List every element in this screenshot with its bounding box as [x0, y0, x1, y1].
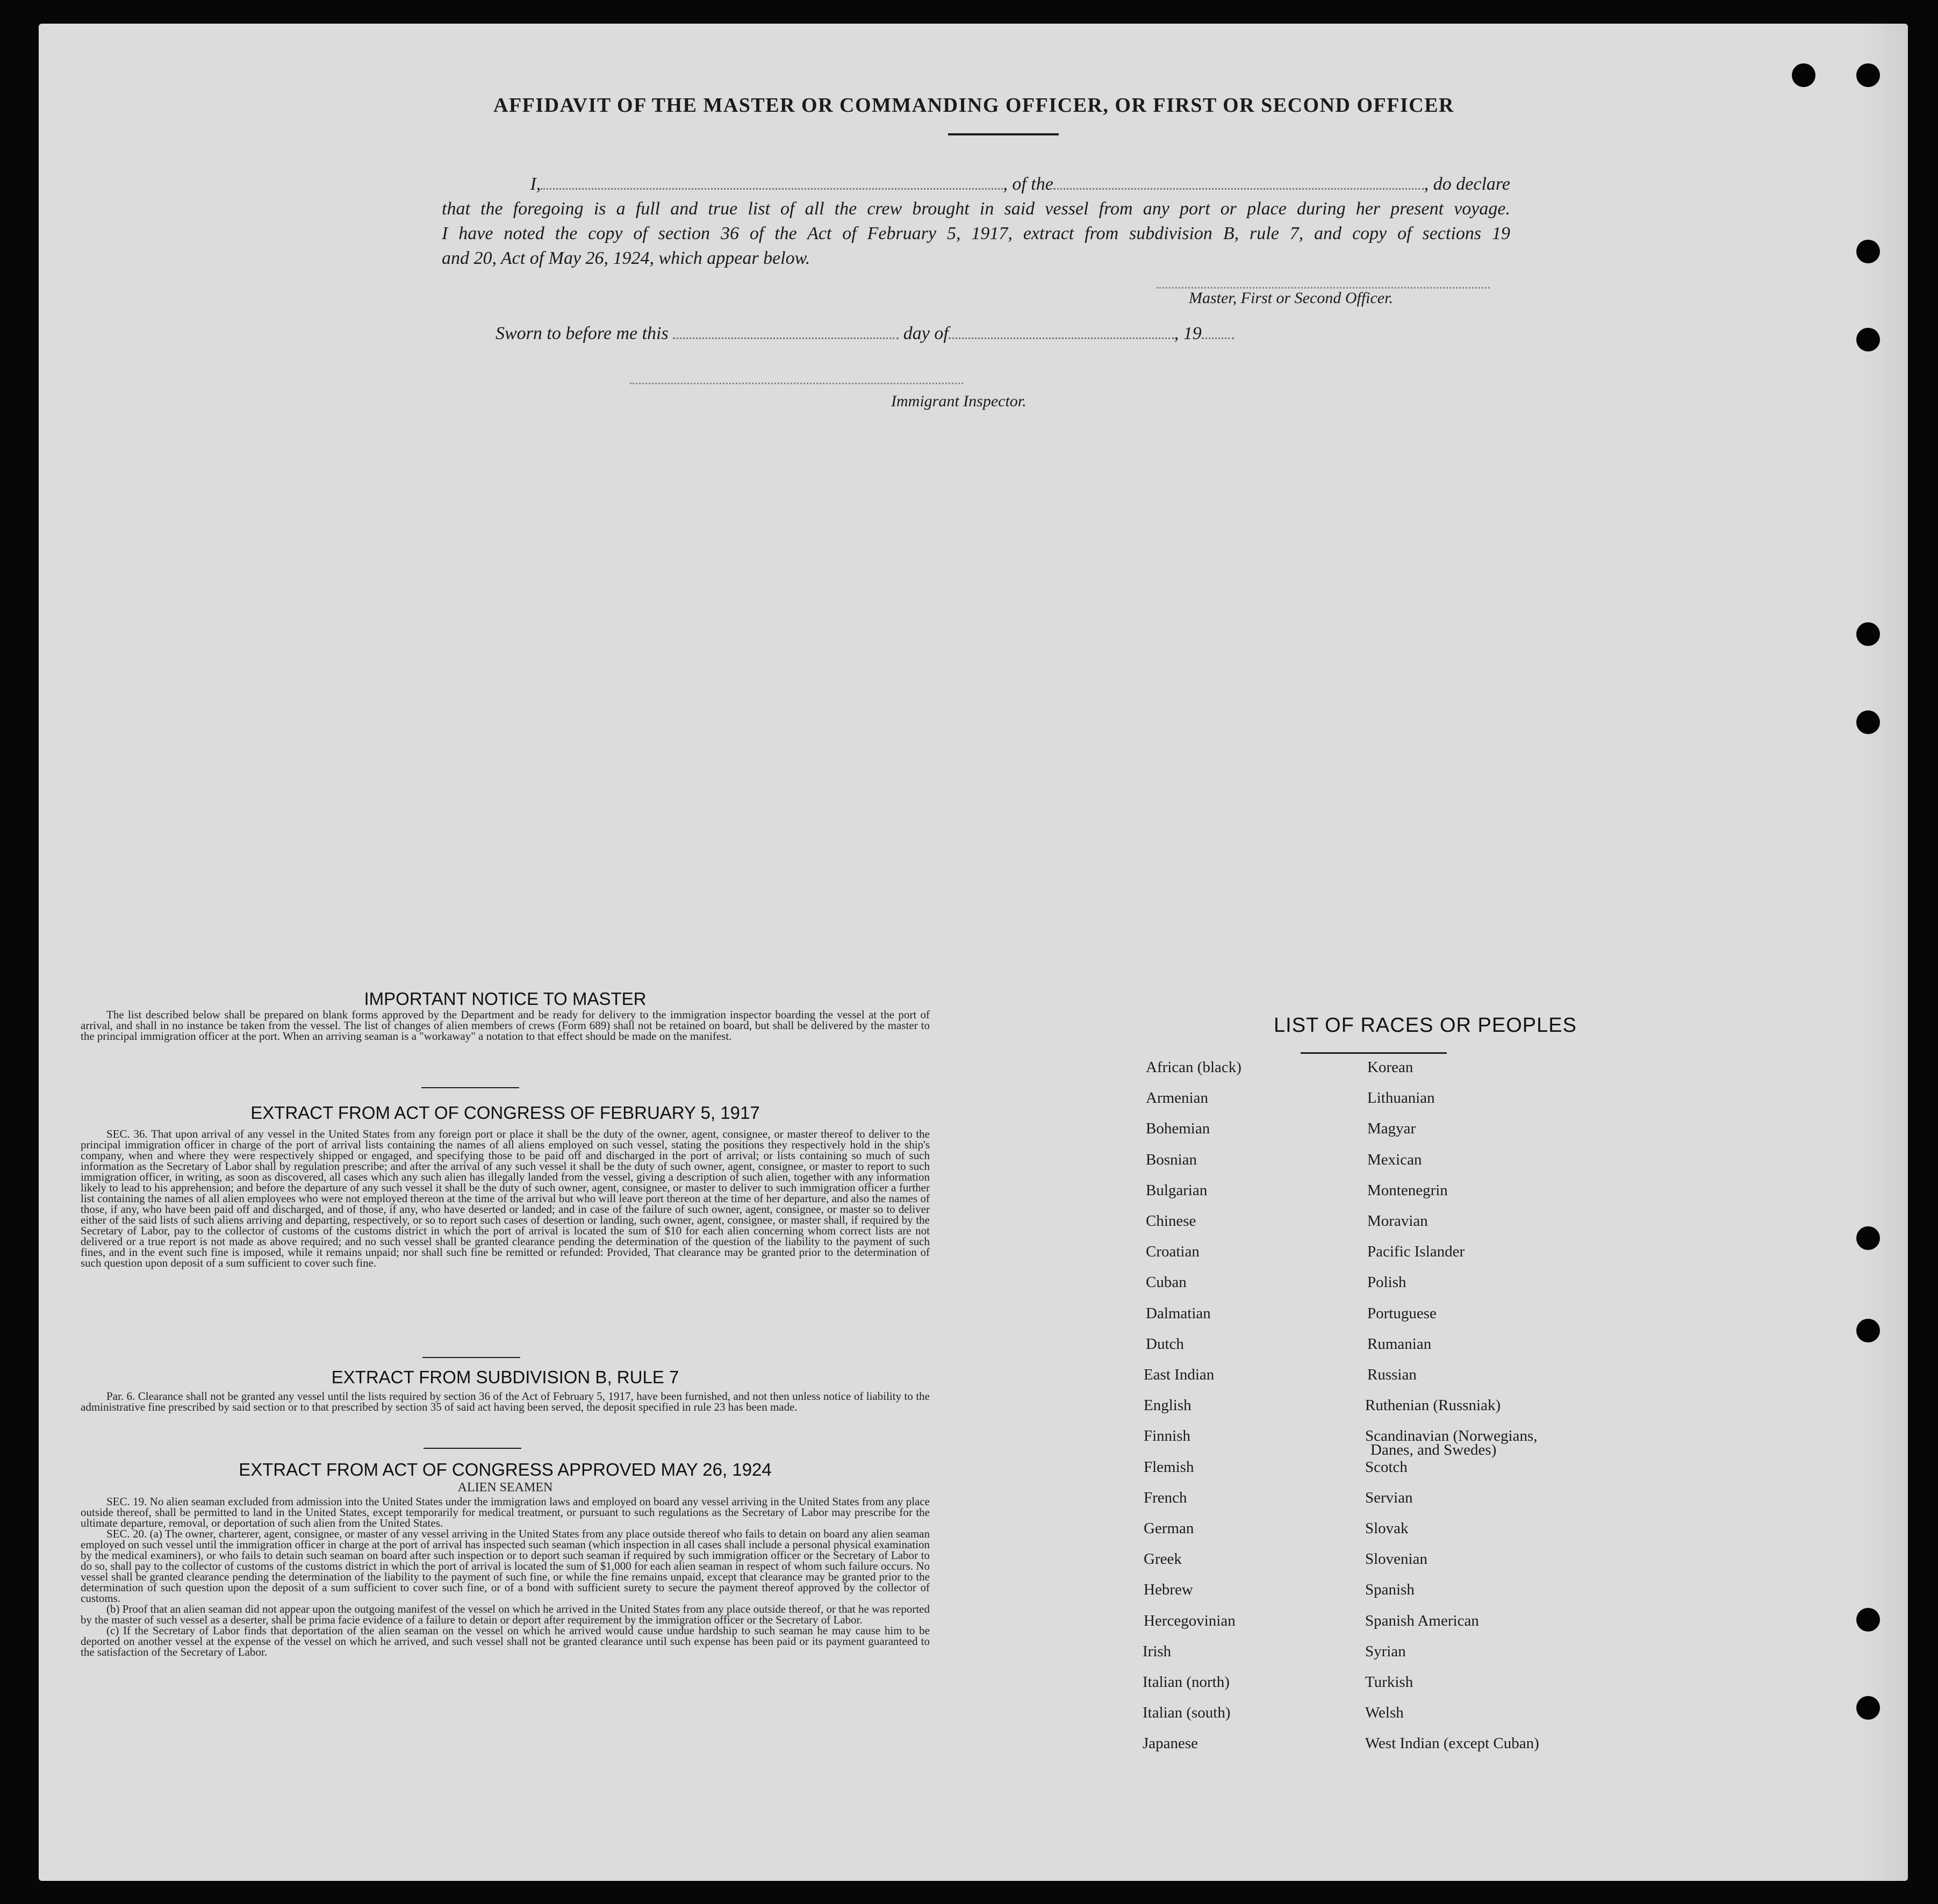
race-item: Greek — [1144, 1550, 1182, 1568]
race-item: Bosnian — [1146, 1151, 1197, 1168]
race-item: Servian — [1365, 1489, 1413, 1506]
race-item: Finnish — [1144, 1427, 1191, 1445]
extract-rule7 — [81, 1367, 930, 1412]
race-item: Pacific Islander — [1367, 1243, 1465, 1261]
extract-1924-title: EXTRACT FROM ACT OF CONGRESS APPROVED MAY 26, 1924 — [239, 1460, 772, 1479]
race-item: Scotch — [1365, 1458, 1408, 1476]
inspector-signature-line[interactable] — [630, 383, 963, 384]
race-item: East Indian — [1144, 1366, 1215, 1383]
master-signature-line[interactable] — [1157, 287, 1490, 289]
race-item: Polish — [1367, 1274, 1406, 1291]
sworn-day-field[interactable] — [673, 322, 899, 339]
race-item: Chinese — [1146, 1212, 1196, 1230]
sworn-row — [496, 322, 1234, 344]
races-rule — [1301, 1052, 1447, 1054]
punch-hole — [1856, 1319, 1880, 1342]
race-item: Hebrew — [1144, 1581, 1193, 1599]
race-item: Hercegovinian — [1144, 1612, 1236, 1629]
inspector-caption: Immigrant Inspector. — [891, 392, 1027, 410]
race-item: Croatian — [1146, 1243, 1200, 1261]
race-item: West Indian (except Cuban) — [1365, 1735, 1539, 1752]
race-item: Cuban — [1146, 1274, 1187, 1291]
year-label: , 19 — [1174, 324, 1202, 343]
race-item: Slovenian — [1365, 1550, 1427, 1568]
sworn-year-field[interactable] — [1202, 322, 1234, 339]
affidavit-line-1: that the foregoing is a full and true list of all the crew brought in said vessel from any port or place during her present voyage. — [442, 199, 1510, 219]
race-item: African (black) — [1146, 1059, 1241, 1076]
form-page — [39, 24, 1908, 1881]
punch-hole — [1856, 63, 1880, 87]
race-item: Syrian — [1365, 1642, 1406, 1660]
important-notice — [81, 989, 930, 1041]
i-label: I, — [530, 174, 541, 194]
punch-hole — [1856, 622, 1880, 646]
of-the-label: , of the — [1003, 174, 1053, 194]
sworn-label: Sworn to before me this — [496, 324, 669, 343]
race-item: Italian (north) — [1143, 1673, 1230, 1691]
extract-1917-title: EXTRACT FROM ACT OF CONGRESS OF FEBRUARY 5, 1917 — [250, 1103, 760, 1123]
extract-rule7-title: EXTRACT FROM SUBDIVISION B, RULE 7 — [331, 1367, 679, 1387]
race-item: Bulgarian — [1146, 1181, 1208, 1199]
divider — [421, 1087, 519, 1088]
race-item: Irish — [1143, 1642, 1172, 1660]
race-item: Moravian — [1367, 1212, 1428, 1230]
notice-text: The list described below shall be prepared on blank forms approved by the Department and be ready for delivery to the immigration inspector boarding the vessel at the port of arrival, and shall in no instance be taken from the vessel. The list of changes of alien members of crews (Form 689) shall not be retained on board, but shall be delivered by the master to the principal immigration officer at the port. When an arriving seaman is a "workaway" a notation to that effect should be made on the manifest. — [81, 1008, 930, 1043]
race-item: Armenian — [1146, 1089, 1208, 1107]
sec20c-text: (c) If the Secretary of Labor finds that deportation of the alien seaman on the vessel on which he arrived would cause undue hardship to such seaman he may cause him to be deported on another vessel at the expense of the vessel on which he arrived, and such vessel shall not be granted clearance until such expense has been paid or its payment guaranteed to the satisfaction of the Secretary of Labor. — [81, 1624, 930, 1658]
punch-hole — [1856, 240, 1880, 263]
sec20a-text: SEC. 20. (a) The owner, charterer, agent, consignee, or master of any vessel arriving in the United States from any place outside thereof who fails to detain on board any alien seaman employed on such vessel until the immigration officer in charge at the port of arrival has inspected such seaman (which inspection in all cases shall include a personal physical examination by the medical examiners), or who fails to detain such seaman on board after such inspection or to deport such seaman if required by such immigration officer or the Secretary of Labor to do so, shall pay to the collector of customs of the customs district in which the port of arrival is located the sum of $1,000 for each alien seaman in respect of whom such failure occurs. No vessel shall be granted clearance pending the determination of the liability to the payment of such fine, or while the fine remains unpaid, except that clearance may be granted prior to the determination of such question upon the deposit of a sum sufficient to cover such fine, or of a bond with sufficient surety to secure the payment thereof approved by the collector of customs. — [81, 1527, 930, 1605]
race-item: Scandinavian (Norwegians, — [1365, 1427, 1538, 1445]
divider — [422, 1357, 520, 1358]
race-item: Spanish American — [1365, 1612, 1479, 1629]
race-item: Japanese — [1143, 1735, 1198, 1752]
race-item: Bohemian — [1146, 1120, 1210, 1138]
race-item: Spanish — [1365, 1581, 1415, 1599]
race-item: Ruthenian (Russniak) — [1365, 1397, 1501, 1414]
race-item: Korean — [1367, 1059, 1413, 1076]
race-item: Montenegrin — [1367, 1181, 1448, 1199]
affidavit-title: AFFIDAVIT OF THE MASTER OR COMMANDING OFFICER, OR FIRST OR SECOND OFFICER — [493, 94, 1454, 117]
race-item: Dutch — [1146, 1335, 1184, 1353]
extract-1924 — [81, 1460, 930, 1657]
declare-label: , do declare — [1424, 174, 1510, 194]
day-of-label: day of — [903, 324, 949, 343]
race-item: Magyar — [1367, 1120, 1416, 1138]
race-item: Turkish — [1365, 1673, 1413, 1691]
race-item: Mexican — [1367, 1151, 1422, 1168]
race-item: Lithuanian — [1367, 1089, 1435, 1107]
race-item: Slovak — [1365, 1520, 1409, 1537]
extract-rule7-text: Par. 6. Clearance shall not be granted any vessel until the lists required by section 36 of the Act of February 5, 1917, have been furnished, and not then unless notice of liability to the administrative fine prescribed by said section or to that prescribed by section 35 of said act having been served, the deposit specified in rule 23 has been made. — [81, 1390, 930, 1413]
sec19-text: SEC. 19. No alien seaman excluded from admission into the United States under the immigration laws and employed on board any vessel arriving in the United States from any place outside thereof, shall be permitted to land in the United States, except temporarily for medical treatment, or pursuant to such regulations as the Secretary of Labor may prescribe for the ultimate departure, removal, or deportation of such alien from the United States. — [81, 1495, 930, 1529]
races-title: LIST OF RACES OR PEOPLES — [1274, 1014, 1577, 1037]
notice-title: IMPORTANT NOTICE TO MASTER — [364, 989, 647, 1009]
race-item: Russian — [1367, 1366, 1417, 1383]
race-item: Welsh — [1365, 1704, 1404, 1722]
race-item: Dalmatian — [1146, 1304, 1211, 1322]
affidavit-line-2: I have noted the copy of section 36 of the Act of February 5, 1917, extract from subdivision B, rule 7, and copy of sections 19 — [442, 224, 1510, 243]
race-item: English — [1144, 1397, 1191, 1414]
sworn-month-field[interactable] — [949, 322, 1174, 339]
name-field[interactable] — [541, 173, 1003, 190]
punch-hole — [1792, 63, 1815, 87]
race-item: French — [1144, 1489, 1187, 1506]
race-item: Rumanian — [1367, 1335, 1432, 1353]
title-rule — [948, 133, 1059, 135]
divider — [424, 1448, 521, 1449]
punch-hole — [1856, 1608, 1880, 1632]
extract-1917-text: SEC. 36. That upon arrival of any vessel in the United States from any foreign port or place it shall be the duty of the owner, agent, consignee, or master thereof to deliver to the principal immigration officer in charge of the port of arrival lists containing the names of all aliens employed on such vessel, stating the positions they respectively hold in the ship's company, when and where they were respectively shipped or engaged, and specifying those to be paid off and discharged in the port of arrival; or lists containing so much of such information as the Secretary of Labor shall by regulation prescribe; and after the arrival of any such vessel it shall be the duty of such owner, agent, consignee, or master to report to such immigration officer, in writing, as soon as discovered, all cases which any such alien has illegally landed from the vessel, giving a description of such alien, together with any information likely to lead to his apprehension; and before the departure of any such vessel it shall be the duty of such owner, agent, consignee, or master to deliver to such immigration officer a further list containing the names of all alien employees who were not employed thereon at the time of the arrival but who will leave port thereon at the time of her departure, and also the names of those, if any, who have been paid off and discharged, and of those, if any, who have deserted or landed; and in case of the failure of such owner, agent, consignee, or master so to deliver either of the said lists of such aliens arriving and departing, respectively, or so to report such cases of desertion or landing, such owner, agent, consignee, or master shall, if required by the Secretary of Labor, pay to the collector of customs of the customs district in which the port of arrival is located the sum of $10 for each alien concerning whom correct lists are not delivered or a true report is not made as above required; and no such vessel shall be granted clearance pending the determination of the question of the liability to the payment of such fines, and in the event such fine is imposed, while it remains unpaid; nor shall such fine be remitted or refunded: Provided, That clearance may be granted prior to the determination of such question upon deposit of a sum sufficient to cover such fine. — [81, 1127, 930, 1269]
affidavit-line-3: and 20, Act of May 26, 1924, which appear below. — [442, 248, 810, 268]
punch-hole — [1856, 328, 1880, 351]
extract-1924-subtitle: ALIEN SEAMEN — [457, 1481, 553, 1495]
race-item: Portuguese — [1367, 1304, 1437, 1322]
master-caption: Master, First or Second Officer. — [1189, 289, 1393, 307]
race-item: Italian (south) — [1143, 1704, 1231, 1722]
extract-1917 — [81, 1103, 930, 1268]
punch-hole — [1856, 1696, 1880, 1720]
punch-hole — [1856, 710, 1880, 734]
affidavit-body — [442, 172, 1510, 271]
race-item: Danes, and Swedes) — [1370, 1441, 1497, 1459]
race-item: German — [1144, 1520, 1194, 1537]
vessel-field[interactable] — [1053, 173, 1424, 190]
punch-hole — [1856, 1226, 1880, 1250]
sec20b-text: (b) Proof that an alien seaman did not appear upon the outgoing manifest of the vessel on which he arrived in the United States from any place outside thereof, or that he was reported by the master of such vessel as a deserter, shall be prima facie evidence of a failure to detain or deport after requirement by the immigration officer or the Secretary of Labor. — [81, 1603, 930, 1626]
race-item: Flemish — [1144, 1458, 1194, 1476]
